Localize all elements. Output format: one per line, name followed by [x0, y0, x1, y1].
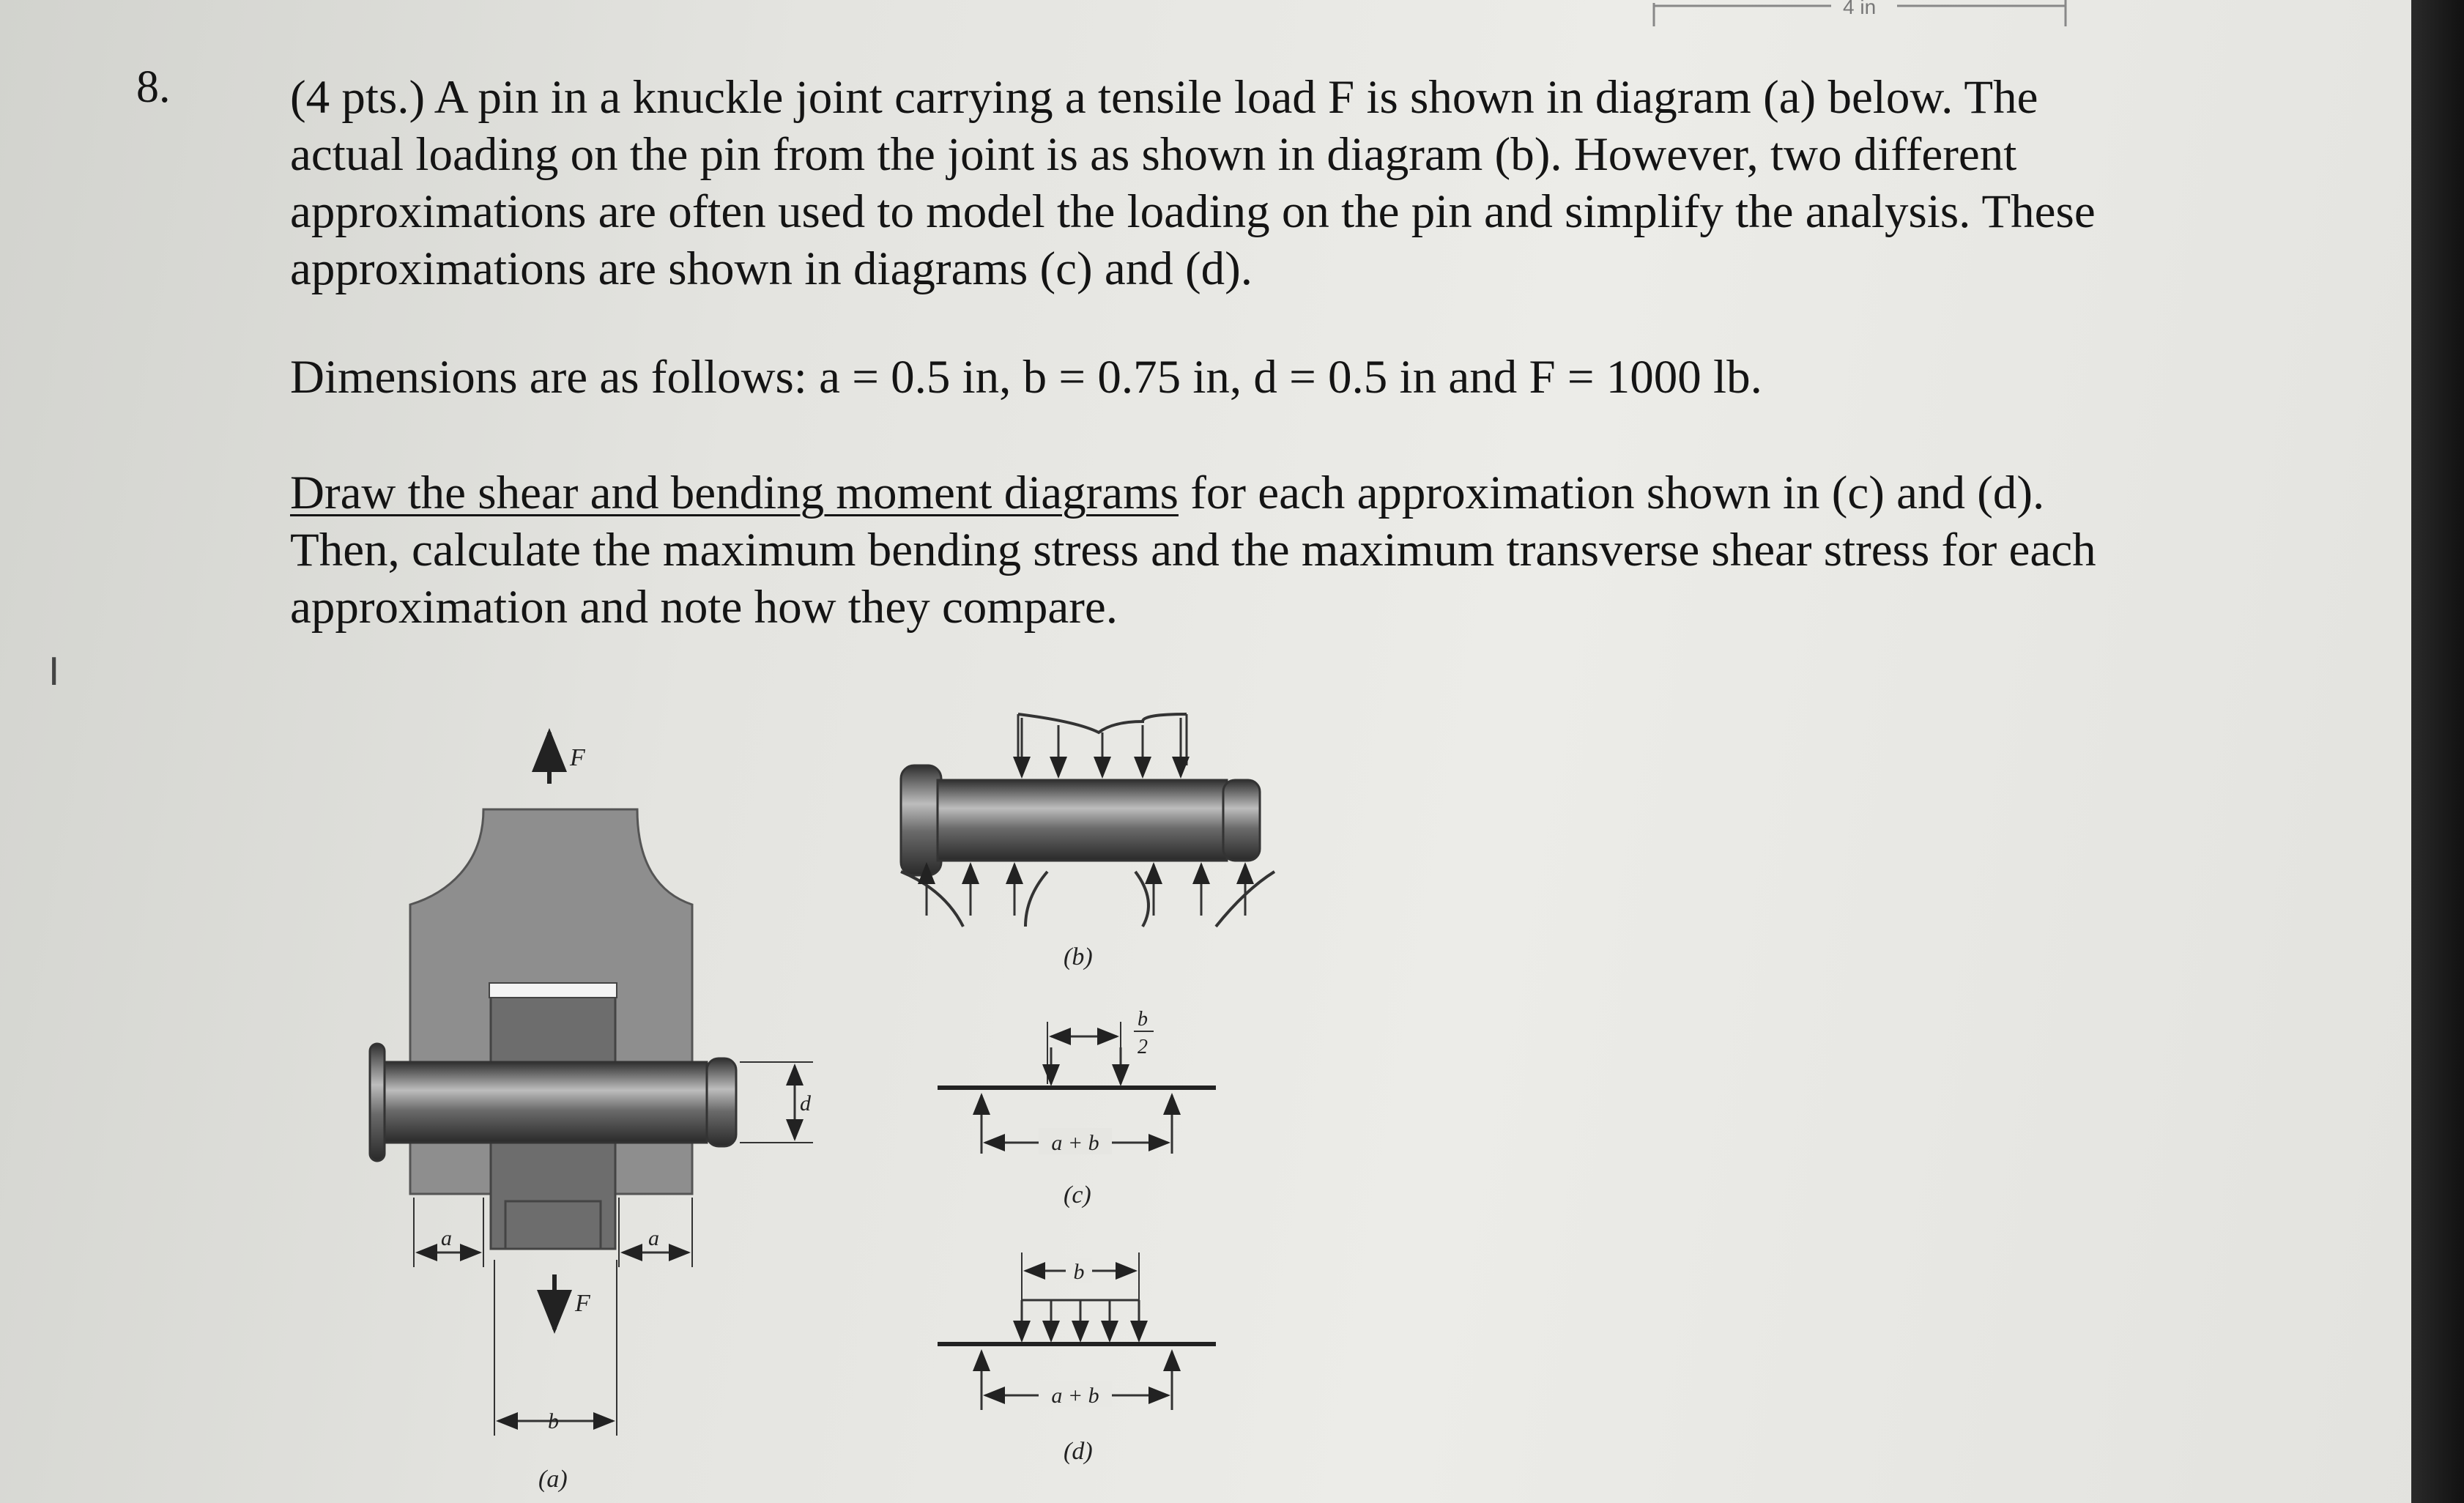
dim-d-label: d: [800, 1091, 811, 1116]
diagram-c: [938, 1008, 1216, 1209]
caption-d: (d): [1064, 1438, 1093, 1465]
statement-line: approximations are shown in diagrams (c) and (d).: [290, 242, 1253, 295]
dim-a-left-label: a: [441, 1226, 452, 1250]
span-label-d: a + b: [1051, 1384, 1099, 1408]
pin-end-right: [707, 1058, 736, 1146]
diagram-a: [370, 732, 813, 1493]
task-line: approximation and note how they compare.: [290, 581, 1118, 634]
diagram-d: [938, 1252, 1216, 1465]
dimensions-line: Dimensions are as follows: a = 0.5 in, b = 0.75 in, d = 0.5 in and F = 1000 lb.: [290, 351, 1762, 404]
b-over-2-numerator: b: [1138, 1008, 1148, 1031]
dim-b-label: b: [548, 1409, 559, 1433]
pin-b: [938, 780, 1227, 861]
statement-line: approximations are often used to model the loading on the pin and simplify the analysis. These: [290, 185, 2096, 238]
b-over-2-denominator: 2: [1138, 1036, 1148, 1058]
pin: [385, 1062, 707, 1143]
question-number: 8.: [136, 62, 171, 112]
pin-head-left: [370, 1044, 385, 1161]
statement-line: actual loading on the pin from the joint is as shown in diagram (b). However, two different: [290, 128, 2017, 181]
statement-line: (4 pts.) A pin in a knuckle joint carrying a tensile load F is shown in diagram (a) below. The: [290, 71, 2038, 124]
diagram-b: [901, 714, 1274, 971]
force-label-bottom: F: [575, 1290, 590, 1317]
ruler-label: 4 in: [1843, 0, 1877, 18]
force-label-top: F: [570, 744, 585, 771]
caption-c: (c): [1064, 1181, 1091, 1209]
screen-edge: [2411, 0, 2464, 1503]
task-line: Then, calculate the maximum bending stress and the maximum transverse shear stress for each: [290, 524, 2096, 576]
caption-b: (b): [1064, 943, 1093, 971]
task-rest: for each approximation shown in (c) and (d).: [1178, 467, 2045, 519]
text-cursor-icon: I: [48, 650, 60, 694]
span-label-c: a + b: [1051, 1131, 1099, 1155]
task-underlined: Draw the shear and bending moment diagrams: [290, 467, 1179, 519]
dim-b-label-d: b: [1073, 1260, 1085, 1284]
caption-a: (a): [538, 1466, 568, 1493]
dim-a-right-label: a: [648, 1226, 659, 1250]
